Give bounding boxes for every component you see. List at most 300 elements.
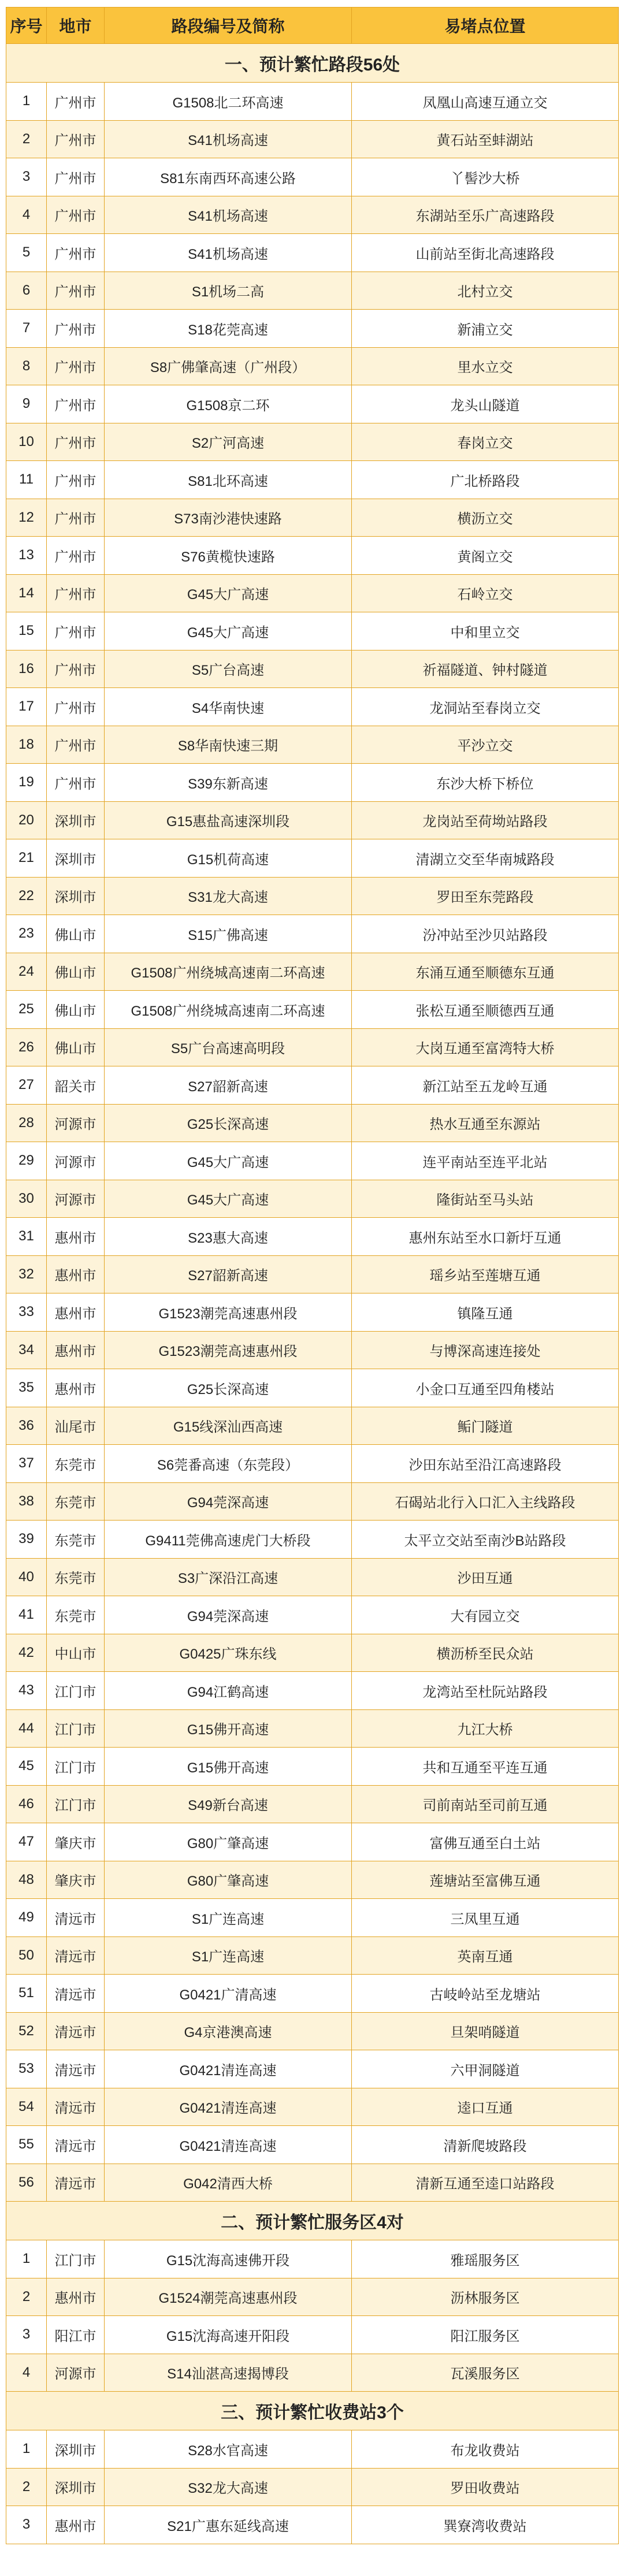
cell-location: 张松互通至顺德西互通	[352, 991, 619, 1029]
cell-road-section: S41机场高速	[105, 196, 352, 234]
cell-serial: 4	[6, 196, 47, 234]
congestion-table	[6, 7, 619, 2544]
cell-city: 东莞市	[47, 1558, 105, 1596]
table-header-row	[6, 8, 619, 44]
cell-city: 佛山市	[47, 1028, 105, 1066]
cell-city: 广州市	[47, 347, 105, 385]
table-row	[6, 688, 619, 726]
cell-serial: 23	[6, 915, 47, 953]
table-row	[6, 2050, 619, 2088]
section-header-row	[6, 44, 619, 83]
cell-road-section: G0421清连高速	[105, 2126, 352, 2164]
cell-city: 清远市	[47, 1899, 105, 1937]
section-header-row	[6, 2392, 619, 2430]
cell-serial: 25	[6, 991, 47, 1029]
cell-road-section: G25长深高速	[105, 1369, 352, 1407]
cell-serial: 10	[6, 423, 47, 461]
table-row	[6, 1407, 619, 1445]
cell-location: 热水互通至东源站	[352, 1104, 619, 1142]
table-row	[6, 1936, 619, 1975]
cell-serial: 47	[6, 1823, 47, 1861]
cell-city: 清远市	[47, 1975, 105, 2013]
cell-location: 瑶乡站至莲塘互通	[352, 1255, 619, 1293]
cell-serial: 27	[6, 1066, 47, 1105]
cell-serial: 51	[6, 1975, 47, 2013]
table-row	[6, 953, 619, 991]
cell-road-section: S31龙大高速	[105, 877, 352, 915]
header-serial: 序号	[6, 8, 47, 44]
cell-location: 龙洞站至春岗立交	[352, 688, 619, 726]
cell-road-section: S23惠大高速	[105, 1218, 352, 1256]
cell-city: 惠州市	[47, 1255, 105, 1293]
cell-road-section: G15线深汕西高速	[105, 1407, 352, 1445]
cell-location: 新江站至五龙岭互通	[352, 1066, 619, 1105]
cell-road-section: S21广惠东延线高速	[105, 2506, 352, 2544]
table-row	[6, 158, 619, 196]
cell-serial: 36	[6, 1407, 47, 1445]
cell-location: 清新互通至逵口站路段	[352, 2164, 619, 2202]
cell-location: 沙田东站至沿江高速路段	[352, 1445, 619, 1483]
cell-road-section: G94江鹤高速	[105, 1672, 352, 1710]
cell-city: 中山市	[47, 1634, 105, 1672]
section-title: 二、预计繁忙服务区4对	[6, 2202, 619, 2240]
cell-city: 清远市	[47, 2050, 105, 2088]
table-row	[6, 915, 619, 953]
cell-city: 广州市	[47, 650, 105, 688]
cell-location: 丫髻沙大桥	[352, 158, 619, 196]
cell-serial: 2	[6, 2468, 47, 2506]
cell-location: 三凤里互通	[352, 1899, 619, 1937]
cell-location: 黄石站至蚌湖站	[352, 120, 619, 158]
table-row	[6, 1634, 619, 1672]
cell-serial: 52	[6, 2012, 47, 2050]
cell-location: 东湖站至乐广高速路段	[352, 196, 619, 234]
table-row	[6, 877, 619, 915]
cell-serial: 3	[6, 2316, 47, 2354]
cell-location: 祈福隧道、钟村隧道	[352, 650, 619, 688]
cell-road-section: S41机场高速	[105, 120, 352, 158]
cell-city: 深圳市	[47, 2430, 105, 2469]
cell-road-section: S1机场二高	[105, 272, 352, 310]
cell-city: 韶关市	[47, 1066, 105, 1105]
cell-road-section: S41机场高速	[105, 234, 352, 272]
table-body	[6, 44, 619, 2544]
cell-city: 广州市	[47, 196, 105, 234]
cell-serial: 55	[6, 2126, 47, 2164]
cell-location: 凤凰山高速互通立交	[352, 83, 619, 121]
cell-serial: 19	[6, 764, 47, 802]
cell-road-section: S8华南快速三期	[105, 726, 352, 764]
cell-location: 镇隆互通	[352, 1293, 619, 1332]
cell-serial: 11	[6, 461, 47, 499]
cell-location: 东涌互通至顺德东互通	[352, 953, 619, 991]
cell-location: 中和里立交	[352, 612, 619, 650]
cell-location: 东沙大桥下桥位	[352, 764, 619, 802]
header-city: 地市	[47, 8, 105, 44]
cell-road-section: G94莞深高速	[105, 1482, 352, 1521]
cell-location: 古岐岭站至龙塘站	[352, 1975, 619, 2013]
table-row	[6, 650, 619, 688]
cell-road-section: G4京港澳高速	[105, 2012, 352, 2050]
cell-location: 山前站至街北高速路段	[352, 234, 619, 272]
cell-road-section: G1523潮莞高速惠州段	[105, 1293, 352, 1332]
cell-serial: 2	[6, 120, 47, 158]
cell-road-section: G0421清连高速	[105, 2050, 352, 2088]
cell-serial: 31	[6, 1218, 47, 1256]
header-congestion-location: 易堵点位置	[352, 8, 619, 44]
table-row	[6, 385, 619, 423]
cell-road-section: G15沈海高速开阳段	[105, 2316, 352, 2354]
cell-road-section: G45大广高速	[105, 1142, 352, 1180]
cell-road-section: G1508北二环高速	[105, 83, 352, 121]
cell-location: 太平立交站至南沙B站路段	[352, 1521, 619, 1559]
cell-city: 深圳市	[47, 2468, 105, 2506]
cell-serial: 34	[6, 1331, 47, 1369]
cell-serial: 33	[6, 1293, 47, 1332]
cell-city: 深圳市	[47, 877, 105, 915]
table-row	[6, 272, 619, 310]
cell-serial: 12	[6, 499, 47, 537]
cell-road-section: G1508广州绕城高速南二环高速	[105, 953, 352, 991]
cell-road-section: S27韶新高速	[105, 1255, 352, 1293]
cell-road-section: G25长深高速	[105, 1104, 352, 1142]
cell-location: 沥林服务区	[352, 2278, 619, 2316]
table-row	[6, 347, 619, 385]
cell-location: 石碣站北行入口汇入主线路段	[352, 1482, 619, 1521]
cell-road-section: G80广肇高速	[105, 1861, 352, 1899]
cell-location: 九江大桥	[352, 1709, 619, 1748]
cell-serial: 1	[6, 2430, 47, 2469]
cell-city: 东莞市	[47, 1482, 105, 1521]
table-row	[6, 1104, 619, 1142]
cell-serial: 21	[6, 839, 47, 878]
cell-location: 小金口互通至四角楼站	[352, 1369, 619, 1407]
table-row	[6, 1521, 619, 1559]
cell-road-section: S2广河高速	[105, 423, 352, 461]
cell-city: 广州市	[47, 688, 105, 726]
cell-city: 江门市	[47, 1785, 105, 1823]
table-row	[6, 991, 619, 1029]
section-title: 三、预计繁忙收费站3个	[6, 2392, 619, 2430]
cell-city: 汕尾市	[47, 1407, 105, 1445]
cell-city: 阳江市	[47, 2316, 105, 2354]
table-row	[6, 537, 619, 575]
cell-city: 清远市	[47, 2164, 105, 2202]
cell-serial: 40	[6, 1558, 47, 1596]
cell-serial: 5	[6, 234, 47, 272]
cell-city: 清远市	[47, 2012, 105, 2050]
cell-serial: 14	[6, 574, 47, 612]
cell-road-section: G0425广珠东线	[105, 1634, 352, 1672]
cell-serial: 42	[6, 1634, 47, 1672]
cell-city: 东莞市	[47, 1445, 105, 1483]
cell-serial: 48	[6, 1861, 47, 1899]
cell-serial: 38	[6, 1482, 47, 1521]
cell-road-section: G45大广高速	[105, 612, 352, 650]
table-row	[6, 1255, 619, 1293]
table-row	[6, 499, 619, 537]
cell-city: 广州市	[47, 272, 105, 310]
cell-location: 鲘门隧道	[352, 1407, 619, 1445]
cell-road-section: S5广台高速	[105, 650, 352, 688]
section-header-row	[6, 2202, 619, 2240]
cell-road-section: G0421清连高速	[105, 2088, 352, 2126]
cell-location: 巽寮湾收费站	[352, 2506, 619, 2544]
cell-city: 广州市	[47, 726, 105, 764]
cell-location: 共和互通至平连互通	[352, 1748, 619, 1786]
cell-serial: 26	[6, 1028, 47, 1066]
cell-city: 江门市	[47, 2240, 105, 2278]
cell-city: 广州市	[47, 83, 105, 121]
cell-location: 阳江服务区	[352, 2316, 619, 2354]
table-row	[6, 1142, 619, 1180]
table-row	[6, 1066, 619, 1105]
cell-city: 广州市	[47, 537, 105, 575]
cell-city: 广州市	[47, 461, 105, 499]
cell-serial: 30	[6, 1180, 47, 1218]
cell-city: 清远市	[47, 2126, 105, 2164]
congestion-table-container	[6, 7, 618, 2544]
cell-road-section: G15沈海高速佛开段	[105, 2240, 352, 2278]
header-road-section: 路段编号及简称	[105, 8, 352, 44]
cell-serial: 1	[6, 83, 47, 121]
cell-serial: 39	[6, 1521, 47, 1559]
cell-road-section: S5广台高速高明段	[105, 1028, 352, 1066]
cell-city: 广州市	[47, 385, 105, 423]
cell-location: 连平南站至连平北站	[352, 1142, 619, 1180]
cell-location: 六甲洞隧道	[352, 2050, 619, 2088]
cell-location: 大有园立交	[352, 1596, 619, 1634]
cell-location: 旦架哨隧道	[352, 2012, 619, 2050]
cell-serial: 56	[6, 2164, 47, 2202]
cell-city: 佛山市	[47, 991, 105, 1029]
cell-serial: 50	[6, 1936, 47, 1975]
cell-city: 惠州市	[47, 1369, 105, 1407]
table-row	[6, 2278, 619, 2316]
cell-serial: 3	[6, 2506, 47, 2544]
cell-city: 肇庆市	[47, 1861, 105, 1899]
cell-road-section: S76黄榄快速路	[105, 537, 352, 575]
cell-serial: 15	[6, 612, 47, 650]
table-row	[6, 1331, 619, 1369]
cell-city: 清远市	[47, 1936, 105, 1975]
cell-road-section: G042清西大桥	[105, 2164, 352, 2202]
cell-serial: 28	[6, 1104, 47, 1142]
cell-location: 与博深高速连接处	[352, 1331, 619, 1369]
table-row	[6, 1218, 619, 1256]
cell-road-section: S4华南快速	[105, 688, 352, 726]
cell-city: 肇庆市	[47, 1823, 105, 1861]
cell-location: 春岗立交	[352, 423, 619, 461]
cell-road-section: S81东南西环高速公路	[105, 158, 352, 196]
table-row	[6, 1482, 619, 1521]
cell-city: 惠州市	[47, 1293, 105, 1332]
cell-location: 黄阁立交	[352, 537, 619, 575]
cell-city: 深圳市	[47, 801, 105, 839]
cell-city: 东莞市	[47, 1596, 105, 1634]
cell-city: 江门市	[47, 1672, 105, 1710]
table-row	[6, 1899, 619, 1937]
cell-serial: 16	[6, 650, 47, 688]
cell-city: 惠州市	[47, 2506, 105, 2544]
cell-city: 广州市	[47, 764, 105, 802]
cell-location: 龙岗站至荷坳站路段	[352, 801, 619, 839]
cell-city: 广州市	[47, 120, 105, 158]
cell-road-section: S6莞番高速（东莞段）	[105, 1445, 352, 1483]
table-row	[6, 1180, 619, 1218]
table-row	[6, 764, 619, 802]
cell-serial: 43	[6, 1672, 47, 1710]
cell-serial: 6	[6, 272, 47, 310]
cell-serial: 3	[6, 158, 47, 196]
cell-location: 瓦溪服务区	[352, 2354, 619, 2392]
cell-city: 广州市	[47, 310, 105, 348]
cell-location: 汾冲站至沙贝站路段	[352, 915, 619, 953]
cell-road-section: G94莞深高速	[105, 1596, 352, 1634]
cell-location: 平沙立交	[352, 726, 619, 764]
table-row	[6, 1293, 619, 1332]
table-row	[6, 2316, 619, 2354]
table-row	[6, 234, 619, 272]
table-row	[6, 83, 619, 121]
cell-serial: 17	[6, 688, 47, 726]
cell-road-section: G1524潮莞高速惠州段	[105, 2278, 352, 2316]
cell-city: 河源市	[47, 1180, 105, 1218]
table-row	[6, 2354, 619, 2392]
table-row	[6, 1445, 619, 1483]
cell-serial: 41	[6, 1596, 47, 1634]
cell-city: 东莞市	[47, 1521, 105, 1559]
cell-city: 河源市	[47, 1104, 105, 1142]
cell-city: 深圳市	[47, 839, 105, 878]
cell-city: 广州市	[47, 423, 105, 461]
cell-location: 龙头山隧道	[352, 385, 619, 423]
cell-road-section: G80广肇高速	[105, 1823, 352, 1861]
cell-city: 河源市	[47, 1142, 105, 1180]
cell-serial: 29	[6, 1142, 47, 1180]
cell-serial: 18	[6, 726, 47, 764]
cell-location: 横沥立交	[352, 499, 619, 537]
cell-road-section: S14汕湛高速揭博段	[105, 2354, 352, 2392]
cell-location: 石岭立交	[352, 574, 619, 612]
cell-city: 江门市	[47, 1748, 105, 1786]
cell-serial: 9	[6, 385, 47, 423]
cell-location: 清湖立交至华南城路段	[352, 839, 619, 878]
cell-location: 莲塘站至富佛互通	[352, 1861, 619, 1899]
cell-road-section: G1508广州绕城高速南二环高速	[105, 991, 352, 1029]
cell-location: 司前南站至司前互通	[352, 1785, 619, 1823]
cell-serial: 54	[6, 2088, 47, 2126]
cell-location: 沙田互通	[352, 1558, 619, 1596]
cell-location: 里水立交	[352, 347, 619, 385]
table-row	[6, 2430, 619, 2469]
cell-city: 清远市	[47, 2088, 105, 2126]
cell-serial: 37	[6, 1445, 47, 1483]
table-row	[6, 1558, 619, 1596]
table-row	[6, 120, 619, 158]
cell-road-section: S28水官高速	[105, 2430, 352, 2469]
cell-city: 江门市	[47, 1709, 105, 1748]
cell-road-section: S18花莞高速	[105, 310, 352, 348]
cell-location: 清新爬坡路段	[352, 2126, 619, 2164]
cell-location: 广北桥路段	[352, 461, 619, 499]
cell-location: 雅瑶服务区	[352, 2240, 619, 2278]
cell-serial: 44	[6, 1709, 47, 1748]
cell-location: 富佛互通至白土站	[352, 1823, 619, 1861]
cell-location: 横沥桥至民众站	[352, 1634, 619, 1672]
table-row	[6, 574, 619, 612]
table-row	[6, 612, 619, 650]
cell-road-section: S73南沙港快速路	[105, 499, 352, 537]
cell-location: 逵口互通	[352, 2088, 619, 2126]
cell-road-section: S1广连高速	[105, 1936, 352, 1975]
table-row	[6, 2126, 619, 2164]
cell-location: 新浦立交	[352, 310, 619, 348]
cell-road-section: S15广佛高速	[105, 915, 352, 953]
cell-city: 广州市	[47, 499, 105, 537]
table-row	[6, 1748, 619, 1786]
cell-road-section: G1508京二环	[105, 385, 352, 423]
cell-serial: 49	[6, 1899, 47, 1937]
cell-location: 英南互通	[352, 1936, 619, 1975]
cell-city: 惠州市	[47, 2278, 105, 2316]
cell-serial: 8	[6, 347, 47, 385]
cell-location: 隆街站至马头站	[352, 1180, 619, 1218]
table-row	[6, 1785, 619, 1823]
table-row	[6, 1028, 619, 1066]
table-row	[6, 1823, 619, 1861]
section-title: 一、预计繁忙路段56处	[6, 44, 619, 83]
cell-location: 北村立交	[352, 272, 619, 310]
table-row	[6, 2506, 619, 2544]
cell-serial: 13	[6, 537, 47, 575]
cell-road-section: S27韶新高速	[105, 1066, 352, 1105]
cell-road-section: S32龙大高速	[105, 2468, 352, 2506]
table-row	[6, 1369, 619, 1407]
table-row	[6, 196, 619, 234]
cell-road-section: S81北环高速	[105, 461, 352, 499]
cell-location: 龙湾站至杜阮站路段	[352, 1672, 619, 1710]
cell-road-section: S8广佛肇高速（广州段）	[105, 347, 352, 385]
cell-road-section: G45大广高速	[105, 1180, 352, 1218]
table-row	[6, 2012, 619, 2050]
cell-serial: 35	[6, 1369, 47, 1407]
table-row	[6, 2468, 619, 2506]
cell-city: 河源市	[47, 2354, 105, 2392]
table-row	[6, 2088, 619, 2126]
cell-serial: 32	[6, 1255, 47, 1293]
cell-location: 惠州东站至水口新圩互通	[352, 1218, 619, 1256]
cell-road-section: G15佛开高速	[105, 1748, 352, 1786]
cell-road-section: G15惠盐高速深圳段	[105, 801, 352, 839]
cell-road-section: G1523潮莞高速惠州段	[105, 1331, 352, 1369]
table-row	[6, 726, 619, 764]
cell-city: 广州市	[47, 158, 105, 196]
table-row	[6, 1709, 619, 1748]
table-row	[6, 2240, 619, 2278]
cell-city: 惠州市	[47, 1218, 105, 1256]
cell-location: 罗田至东莞路段	[352, 877, 619, 915]
cell-city: 广州市	[47, 574, 105, 612]
cell-road-section: S3广深沿江高速	[105, 1558, 352, 1596]
cell-serial: 7	[6, 310, 47, 348]
table-row	[6, 801, 619, 839]
cell-road-section: G45大广高速	[105, 574, 352, 612]
table-row	[6, 1596, 619, 1634]
cell-road-section: G15佛开高速	[105, 1709, 352, 1748]
cell-serial: 1	[6, 2240, 47, 2278]
cell-serial: 46	[6, 1785, 47, 1823]
